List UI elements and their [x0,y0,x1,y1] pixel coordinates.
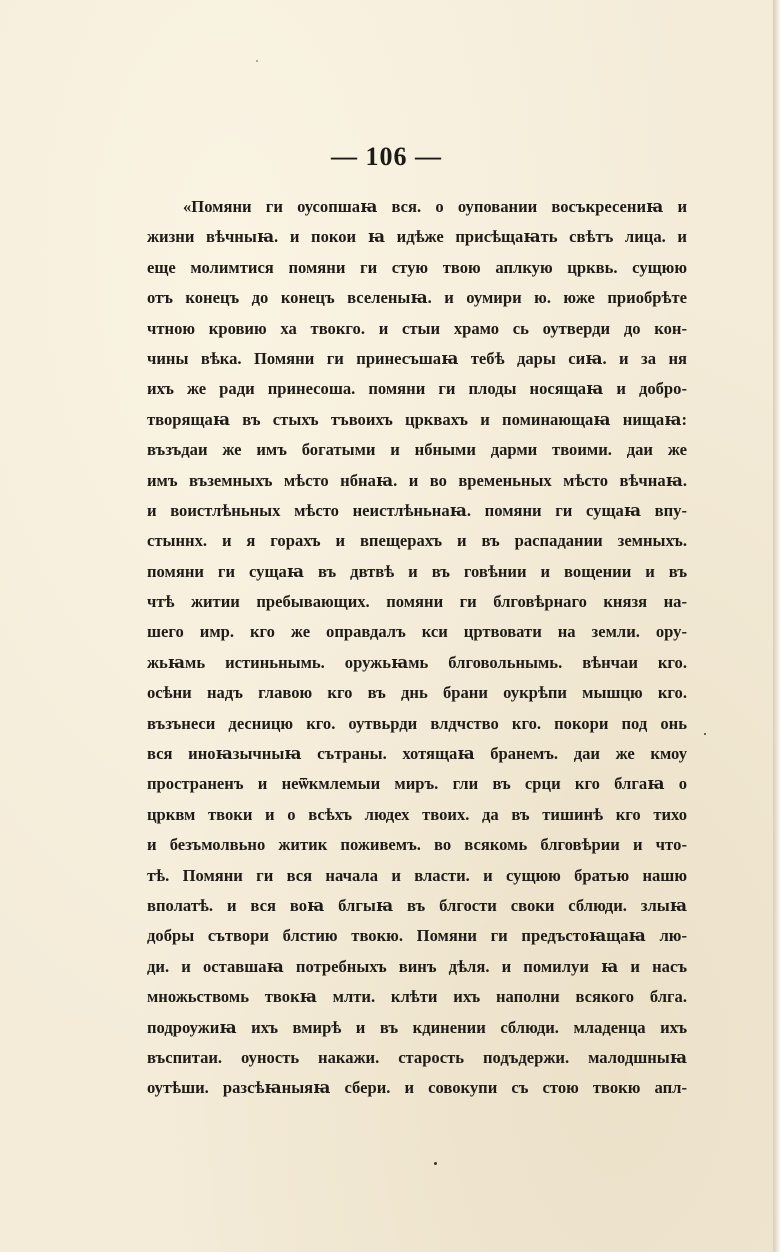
text-line: добры сътвори блстию твокю. Помяни ги предъстоꙗщаꙗ лю- [147,926,687,946]
text-line: пространенъ и неѿкмлемыи миръ. гли въ срци кго блгаꙗ о [147,774,687,794]
text-line: оутѣши. разсѣꙗныяꙗ сбери. и совокупи съ стою твокю апл- [147,1078,687,1098]
paper-speck [434,1162,437,1165]
text-line: жьꙗмь истиньнымь. оружьꙗмь блговольнымь. вѣнчаи кго. [147,652,687,672]
text-line: възънеси десницю кго. оутвьрди влдчство кго. покори под онь [147,713,687,733]
text-line: црквм твоки и о всѣхъ людех твоих. да въ тишинѣ кго тихо [147,804,687,824]
text-line: шего имр. кго же оправдалъ кси цртвовати на земли. ору- [147,622,687,642]
text-line: множьствомь твокꙗ млти. клѣти ихъ наполни всякого блга. [147,987,687,1007]
text-line: имъ възeмныхъ мѣсто нбнаꙗ. и во временьных мѣсто вѣчнаꙗ. [147,470,687,490]
text-line: и безъмолвьно житик поживемъ. во всякомь блговѣрии и чтo- [147,835,687,855]
text-line: «Помяни ги оусопшаꙗ вся. о оуповании восъкресениꙗ и [183,197,687,216]
text-line: възъдаи же имъ богатыми и нбными дарми твоими. даи же [147,440,687,460]
paper-speck [256,60,258,62]
text-line: и воистлѣньных мѣсто неистлѣньнаꙗ. помяни ги сущаꙗ впу- [147,500,687,520]
text-line: вполатѣ. и вся воꙗ блгыꙗ въ блгости своки сблюди. злыꙗ [147,895,687,915]
text-line: ди. и оставшаꙗ потребныхъ винъ дѣля. и помилуи ꙗ и насъ [147,956,687,976]
text-line: творящаꙗ въ стыхъ тъвоихъ црквахъ и поминающаꙗ нищаꙗ: [147,409,687,429]
text-line: ихъ же ради принесоша. помяни ги плоды носящаꙗ и добро- [147,379,687,399]
text-line: чины вѣка. Помяни ги принесъшаꙗ тебѣ дары сиꙗ. и за ня [147,348,687,368]
text-line: осѣни надъ главою кго въ днь брани оукрѣпи мышцю кго. [147,683,687,703]
body-text [147,192,687,1104]
page-edge [773,0,781,1252]
text-line: отъ конецъ до конецъ вселеныꙗ. и оумири ю. юже приобрѣте [147,288,687,308]
paper-speck [704,733,706,735]
text-line: жизни вѣчныꙗ. и покои ꙗ идѣже присѣщаꙗть свѣтъ лица. и [147,227,687,247]
page-number: — 106 — [331,142,442,171]
text-line: еще молимтися помяни ги стую твою аплкую црквь. сущюю [147,257,687,277]
text-line: тѣ. Помяни ги вся начала и власти. и сущюю братью нашю [147,865,687,885]
text-line: стыннх. и я горахъ и впещерахъ и въ распадании земныхъ. [147,531,687,551]
text-line: чтною кровию ха твокго. и стыи храмо сь оутверди до кон- [147,318,687,338]
text-line: помяни ги сущаꙗ въ двтвѣ и въ говѣнии и вощении и въ [147,561,687,581]
text-line: чтѣ житии пребывающих. помяни ги блговѣрнаго князя на- [147,592,687,612]
text-line: въспитаи. оуность накажи. старость подъдержи. малодшныꙗ [147,1047,687,1067]
text-line: вся иноꙗзычныꙗ сътраны. хотящаꙗ бранемъ. даи же кмоу [147,744,687,764]
text-line: подроужиꙗ ихъ вмирѣ и въ кдинении сблюди. младенца ихъ [147,1017,687,1037]
